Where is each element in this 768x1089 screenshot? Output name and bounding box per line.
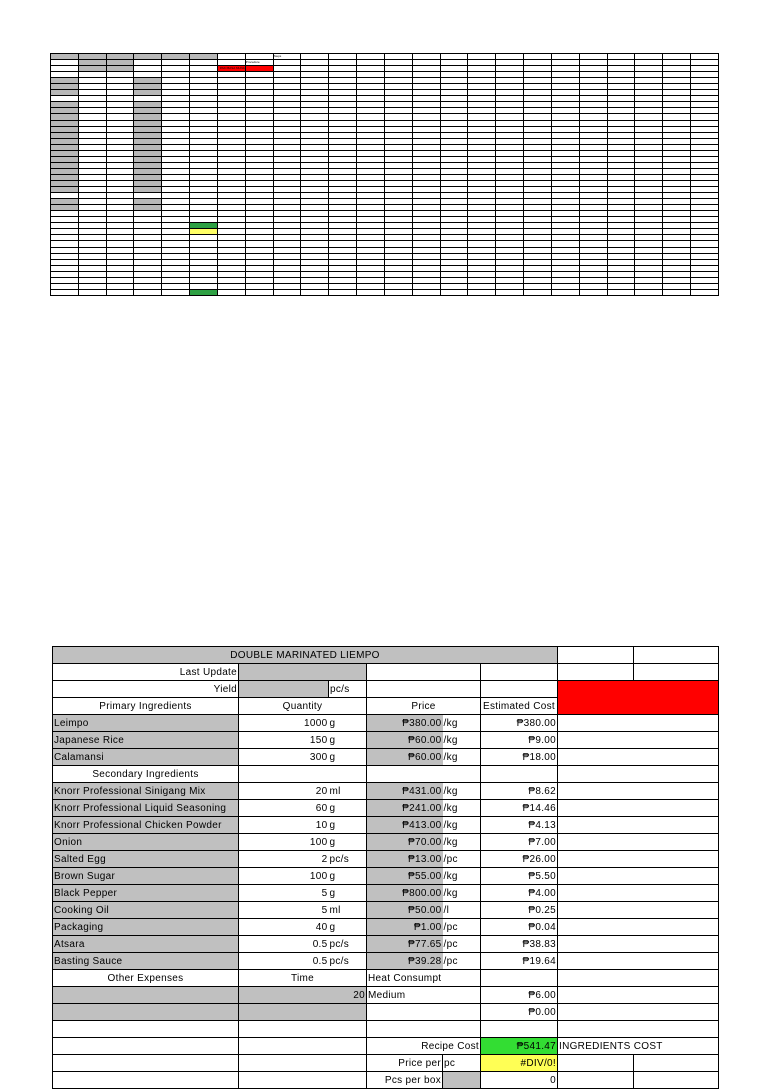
- price-per-unit: pc: [443, 1055, 481, 1072]
- ingredient-quantity[interactable]: 0.5: [239, 936, 329, 953]
- sheet-overview-thumbnail: [50, 53, 719, 296]
- ingredient-price-unit: /pc: [443, 936, 481, 953]
- ingredient-row: [53, 902, 719, 919]
- ingredient-quantity[interactable]: 5: [239, 902, 329, 919]
- ingredient-row: [53, 851, 719, 868]
- ingredient-quantity[interactable]: 100: [239, 868, 329, 885]
- ingredient-estimated-cost[interactable]: ₱38.83: [481, 936, 558, 953]
- ingredient-row: [53, 749, 719, 766]
- ingredient-price-unit: /kg: [443, 800, 481, 817]
- ingredient-quantity-unit: g: [329, 817, 367, 834]
- recipe-cost-value[interactable]: ₱541.47: [481, 1038, 558, 1055]
- overview-red-notice: PAKI BASA MUNA: [217, 66, 245, 72]
- ingredient-row: [53, 953, 719, 970]
- ingredient-name[interactable]: Calamansi: [53, 749, 239, 766]
- last-update-label: Last Update: [53, 664, 239, 681]
- time-label: Time: [239, 970, 367, 987]
- ingredient-quantity[interactable]: 10: [239, 817, 329, 834]
- ingredient-name[interactable]: Atsara: [53, 936, 239, 953]
- price-per-value[interactable]: #DIV/0!: [481, 1055, 558, 1072]
- ingredient-price[interactable]: ₱60.00: [367, 732, 443, 749]
- ingredient-price[interactable]: ₱431.00: [367, 783, 443, 800]
- price-per-label: Price per: [367, 1055, 443, 1072]
- ingredient-price-unit: /kg: [443, 868, 481, 885]
- ingredient-quantity[interactable]: 150: [239, 732, 329, 749]
- ingredient-name[interactable]: Basting Sauce: [53, 953, 239, 970]
- overview-steps-label: Steps: [273, 54, 301, 60]
- ingredient-estimated-cost[interactable]: ₱0.25: [481, 902, 558, 919]
- expense-heat[interactable]: Medium: [367, 987, 481, 1004]
- yield-unit: pc/s: [329, 681, 367, 698]
- ingredient-price[interactable]: ₱55.00: [367, 868, 443, 885]
- expense-time[interactable]: 20: [239, 987, 367, 1004]
- ingredient-quantity-unit: g: [329, 834, 367, 851]
- ingredient-quantity-unit: pc/s: [329, 851, 367, 868]
- yield-value[interactable]: [239, 681, 329, 698]
- ingredient-quantity[interactable]: 40: [239, 919, 329, 936]
- sheet-title[interactable]: DOUBLE MARINATED LIEMPO: [53, 647, 558, 664]
- yield-label: Yield: [53, 681, 239, 698]
- heat-consumption-label: Heat Consumpt: [367, 970, 481, 987]
- ingredient-price[interactable]: ₱13.00: [367, 851, 443, 868]
- ingredient-price-unit: /kg: [443, 817, 481, 834]
- ingredients-cost-label: INGREDIENTS COST: [558, 1038, 719, 1055]
- ingredient-name[interactable]: Onion: [53, 834, 239, 851]
- ingredient-price[interactable]: ₱241.00: [367, 800, 443, 817]
- ingredient-estimated-cost[interactable]: ₱7.00: [481, 834, 558, 851]
- ingredient-quantity[interactable]: 2: [239, 851, 329, 868]
- per-box-label: Pcs per box: [367, 1072, 443, 1089]
- ingredient-estimated-cost[interactable]: ₱26.00: [481, 851, 558, 868]
- overview-procedure-label: Procedure: [245, 60, 273, 66]
- ingredient-row: [53, 919, 719, 936]
- other-expenses-label: Other Expenses: [53, 970, 239, 987]
- ingredient-estimated-cost[interactable]: ₱5.50: [481, 868, 558, 885]
- ingredient-price-unit: /kg: [443, 885, 481, 902]
- ingredient-quantity-unit: pc/s: [329, 936, 367, 953]
- recipe-cost-row: [53, 1038, 719, 1055]
- ingredient-quantity-unit: g: [329, 715, 367, 732]
- ingredient-price[interactable]: ₱39.28: [367, 953, 443, 970]
- ingredient-name[interactable]: Cooking Oil: [53, 902, 239, 919]
- ingredient-price-unit: /kg: [443, 834, 481, 851]
- ingredient-name[interactable]: Knorr Professional Chicken Powder: [53, 817, 239, 834]
- ingredient-price-unit: /kg: [443, 783, 481, 800]
- ingredient-name[interactable]: Salted Egg: [53, 851, 239, 868]
- other-expenses-header-row: [53, 970, 719, 987]
- ingredient-price-unit: /pc: [443, 919, 481, 936]
- ingredient-quantity[interactable]: 300: [239, 749, 329, 766]
- last-update-value[interactable]: [239, 664, 367, 681]
- last-update-row: [53, 664, 719, 681]
- ingredient-row: [53, 800, 719, 817]
- ingredient-quantity-unit: ml: [329, 902, 367, 919]
- ingredient-estimated-cost[interactable]: ₱14.46: [481, 800, 558, 817]
- recipe-costing-sheet: [52, 646, 718, 1089]
- ingredient-row: [53, 834, 719, 851]
- ingredient-price-unit: /l: [443, 902, 481, 919]
- ingredient-name[interactable]: Brown Sugar: [53, 868, 239, 885]
- ingredient-estimated-cost[interactable]: ₱4.00: [481, 885, 558, 902]
- ingredient-estimated-cost[interactable]: ₱9.00: [481, 732, 558, 749]
- ingredient-quantity[interactable]: 0.5: [239, 953, 329, 970]
- other-expense-row: [53, 1004, 719, 1021]
- secondary-header-row: [53, 766, 719, 783]
- ingredient-price[interactable]: ₱380.00: [367, 715, 443, 732]
- ingredient-name[interactable]: Leimpo: [53, 715, 239, 732]
- ingredient-name[interactable]: Japanese Rice: [53, 732, 239, 749]
- ingredient-price-unit: /kg: [443, 715, 481, 732]
- recipe-cost-label: Recipe Cost: [367, 1038, 481, 1055]
- ingredient-estimated-cost[interactable]: ₱8.62: [481, 783, 558, 800]
- ingredient-price[interactable]: ₱77.65: [367, 936, 443, 953]
- ingredient-price[interactable]: ₱413.00: [367, 817, 443, 834]
- ingredient-row: [53, 783, 719, 800]
- red-notice-cell[interactable]: [558, 681, 719, 715]
- ingredient-price-unit: /kg: [443, 732, 481, 749]
- header-primary: Primary Ingredients: [53, 698, 239, 715]
- overview-row: [51, 289, 719, 295]
- ingredient-quantity[interactable]: 5: [239, 885, 329, 902]
- secondary-ingredients-label: Secondary Ingredients: [53, 766, 239, 783]
- ingredient-price[interactable]: ₱60.00: [367, 749, 443, 766]
- ingredient-quantity-unit: g: [329, 919, 367, 936]
- blank-row: [53, 1021, 719, 1038]
- ingredient-price-unit: /pc: [443, 851, 481, 868]
- expense-cost[interactable]: ₱0.00: [481, 1004, 558, 1021]
- header-price: Price: [367, 698, 481, 715]
- ingredient-row: [53, 715, 719, 732]
- ingredient-name[interactable]: Knorr Professional Liquid Seasoning: [53, 800, 239, 817]
- ingredient-quantity-unit: ml: [329, 783, 367, 800]
- header-estimated-cost: Estimated Cost: [481, 698, 558, 715]
- ingredient-row: [53, 885, 719, 902]
- ingredient-price[interactable]: ₱1.00: [367, 919, 443, 936]
- ingredient-quantity-unit: g: [329, 885, 367, 902]
- ingredient-row: [53, 732, 719, 749]
- ingredient-quantity-unit: g: [329, 749, 367, 766]
- ingredient-quantity-unit: g: [329, 868, 367, 885]
- other-expense-row: [53, 987, 719, 1004]
- ingredient-estimated-cost[interactable]: ₱380.00: [481, 715, 558, 732]
- ingredient-estimated-cost[interactable]: ₱19.64: [481, 953, 558, 970]
- ingredient-name[interactable]: Knorr Professional Sinigang Mix: [53, 783, 239, 800]
- ingredient-quantity[interactable]: 20: [239, 783, 329, 800]
- ingredient-price[interactable]: ₱50.00: [367, 902, 443, 919]
- expense-cost[interactable]: ₱6.00: [481, 987, 558, 1004]
- yield-row: [53, 681, 719, 698]
- header-quantity: Quantity: [239, 698, 367, 715]
- price-per-row: [53, 1055, 719, 1072]
- per-box-row: [53, 1072, 719, 1089]
- ingredient-estimated-cost[interactable]: ₱0.04: [481, 919, 558, 936]
- ingredient-row: [53, 868, 719, 885]
- ingredient-estimated-cost[interactable]: ₱18.00: [481, 749, 558, 766]
- title-row: [53, 647, 719, 664]
- ingredient-quantity[interactable]: 60: [239, 800, 329, 817]
- ingredient-price-unit: /pc: [443, 953, 481, 970]
- ingredient-row: [53, 936, 719, 953]
- per-box-value[interactable]: 0: [481, 1072, 558, 1089]
- ingredient-quantity-unit: g: [329, 732, 367, 749]
- ingredient-name[interactable]: Packaging: [53, 919, 239, 936]
- ingredient-quantity-unit: pc/s: [329, 953, 367, 970]
- ingredient-quantity-unit: g: [329, 800, 367, 817]
- ingredient-price[interactable]: ₱800.00: [367, 885, 443, 902]
- ingredient-quantity[interactable]: 100: [239, 834, 329, 851]
- ingredient-price[interactable]: ₱70.00: [367, 834, 443, 851]
- ingredient-row: [53, 817, 719, 834]
- ingredient-estimated-cost[interactable]: ₱4.13: [481, 817, 558, 834]
- ingredient-price-unit: /kg: [443, 749, 481, 766]
- ingredient-name[interactable]: Black Pepper: [53, 885, 239, 902]
- ingredient-quantity[interactable]: 1000: [239, 715, 329, 732]
